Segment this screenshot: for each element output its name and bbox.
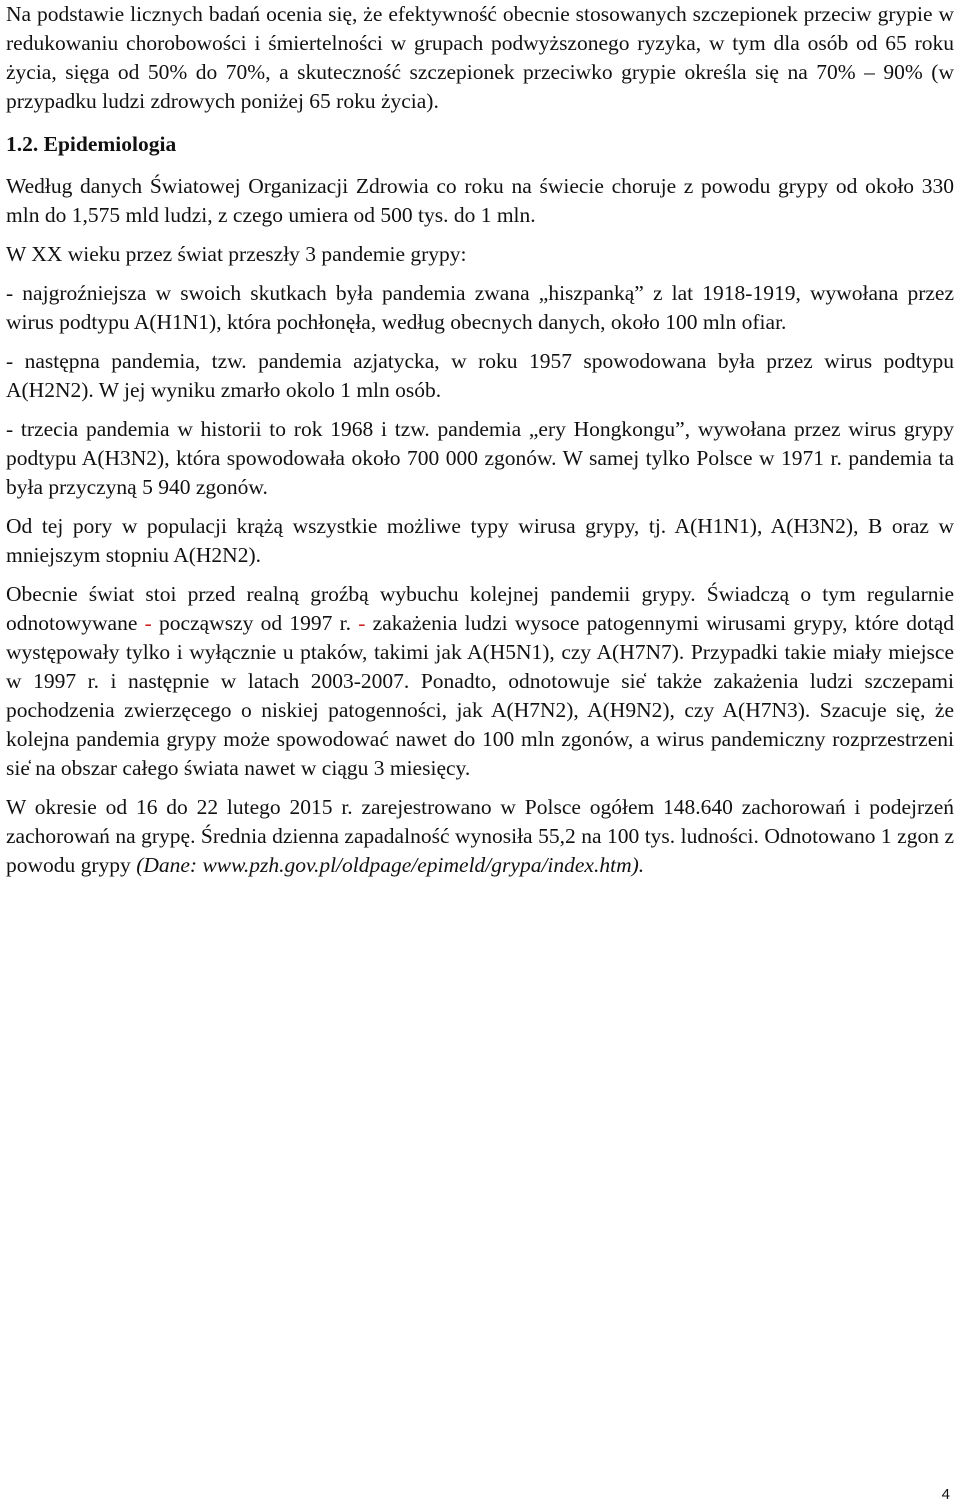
asian-flu-paragraph: - następna pandemia, tzw. pandemia azjatycka, w roku 1957 spowodowana była przez wirus podtypu A(H2N2). W jej wyniku zmarło okolo 1 mln osób.	[6, 349, 954, 402]
red-dash-2: -	[358, 611, 366, 635]
page-number: 4	[941, 1486, 950, 1503]
red-dash-1: -	[144, 611, 152, 635]
weekly-statistics-text: W okresie od 16 do 22 lutego 2015 r. zarejestrowano w Polsce ogółem 148.640 zachorowań i podejrzeń zachorowań na grypę. Średnia dzienna zapadalność wynosiła 55,2 na 100 tys. ludności. Odnotowano 1 zgon z powodu grypy	[6, 795, 954, 877]
who-statistics-paragraph: Według danych Światowej Organizacji Zdrowia co roku na świecie choruje z powodu grypy od około 330 mln do 1,575 mld ludzi, z czego umiera od 500 tys. do 1 mln.	[6, 174, 954, 227]
pandemic-threat-text-2: począwszy od 1997 r.	[151, 611, 359, 635]
document-page	[6, 0, 954, 880]
weekly-statistics-paragraph	[6, 793, 954, 880]
circulating-viruses-paragraph: Od tej pory w populacji krążą wszystkie możliwe typy wirusa grypy, tj. A(H1N1), A(H3N2), B oraz w mniejszym stopniu A(H2N2).	[6, 514, 954, 567]
section-heading: 1.2. Epidemiologia	[6, 132, 177, 156]
pandemic-threat-paragraph	[6, 580, 954, 783]
spanish-flu-paragraph: - najgroźniejsza w swoich skutkach była pandemia zwana „hiszpanką” z lat 1918-1919, wywołana przez wirus podtypu A(H1N1), która pochłonęła, według obecnych danych, około 100 mln ofiar.	[6, 281, 954, 334]
hongkong-flu-paragraph: - trzecia pandemia w historii to rok 1968 i tzw. pandemia „ery Hongkongu”, wywołana przez wirus grypy podtypu A(H3N2), która spowodowała około 700 000 zgonów. W samej tylko Polsce w 1971 r. pandemia ta była przyczyną 5 940 zgonów.	[6, 417, 954, 499]
pandemic-threat-text-1: Obecnie świat stoi przed realną groźbą wybuchu kolejnej pandemii grypy. Świadczą o tym regularnie odnotowywane	[6, 582, 954, 635]
pandemics-intro-paragraph: W XX wieku przez świat przeszły 3 pandemie grypy:	[6, 242, 467, 266]
intro-paragraph: Na podstawie licznych badań ocenia się, że efektywność obecnie stosowanych szczepionek przeciw grypie w redukowaniu chorobowości i śmiertelności w grupach podwyższonego ryzyka, w tym dla osób od 65 roku życia, sięga od 50% do 70%, a skuteczność szczepionek przeciwko grypie określa się na 70% – 90% (w przypadku ludzi zdrowych poniżej 65 roku życia).	[6, 2, 954, 113]
pandemic-threat-text-3: zakażenia ludzi wysoce patogennymi wirusami grypy, które dotąd występowały tylko i wyłącznie u ptaków, takimi jak A(H5N1), czy A(H7N7). Przypadki takie miały miejsce w 1997 r. i następnie w latach 2003-2007. Ponadto, odnotowuje sie̒ także zakażenia ludzi szczepami pochodzenia zwierzęcego o niskiej patogenności, jak A(H7N2), A(H9N2), czy A(H7N3). Szacuje się, że kolejna pandemia grypy może spowodować nawet do 100 mln zgonów, a wirus pandemiczny rozprzestrzeni sie̒ na obszar całego świata nawet w ciągu 3 miesięcy.	[6, 611, 954, 780]
data-source-citation: (Dane: www.pzh.gov.pl/oldpage/epimeld/grypa/index.htm).	[136, 853, 645, 877]
